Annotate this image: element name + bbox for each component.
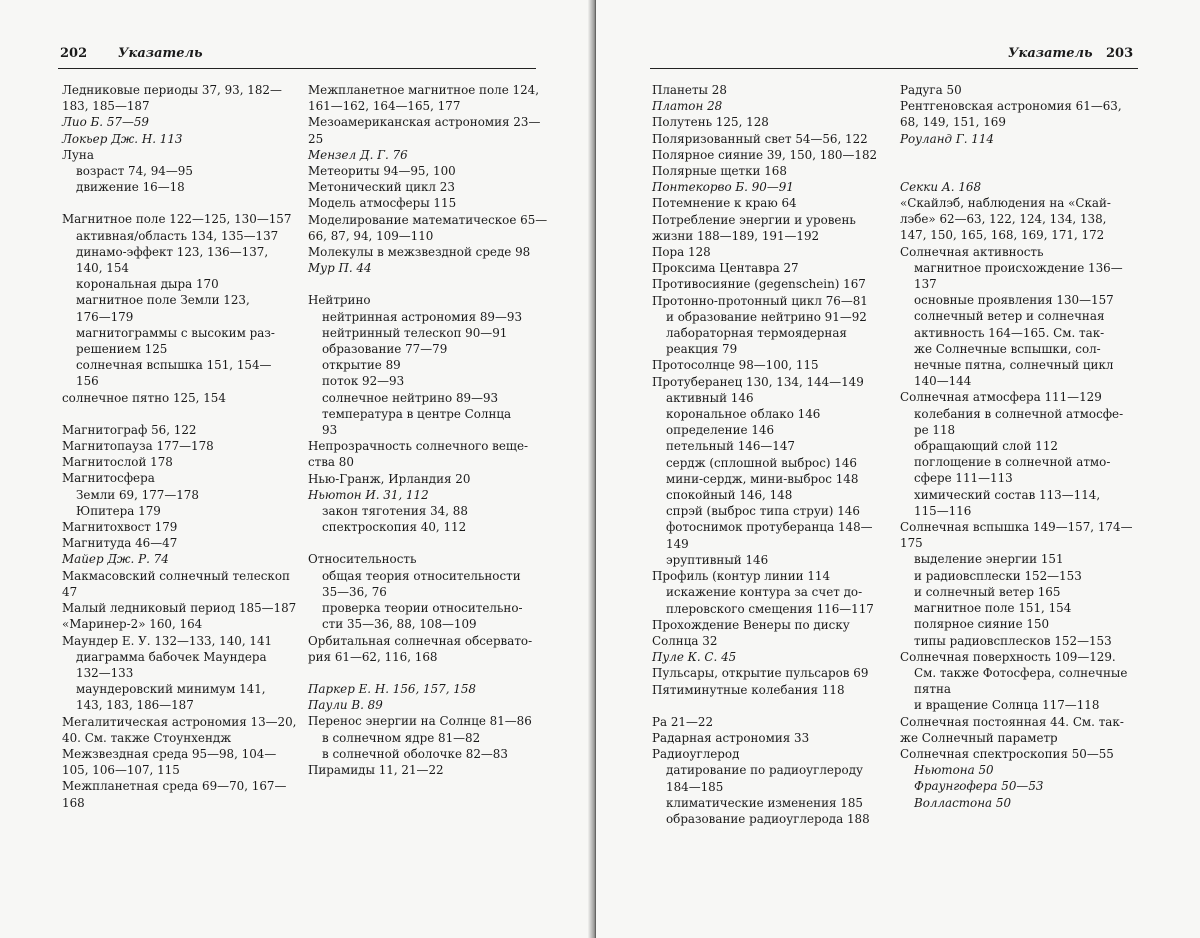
index-entry: поток 92—93 (322, 374, 405, 389)
index-entry: Мегалитическая астрономия 13—20, (62, 714, 297, 729)
index-entry: Ледниковые периоды 37, 93, 182— (62, 83, 282, 97)
index-entry: ства 80 (308, 455, 354, 470)
index-entry: Метеориты 94—95, 100 (308, 164, 456, 179)
index-entry: Магнитохвост 179 (62, 520, 178, 535)
left-header-rule (58, 68, 536, 69)
index-entry: Противосияние (gegenschein) 167 (652, 277, 866, 292)
index-entry: солнечная вспышка 151, 154— (76, 358, 272, 373)
index-entry: и вращение Солнца 117—118 (914, 698, 1100, 713)
index-entry: 176—179 (76, 309, 134, 324)
index-entry: образование 77—79 (322, 342, 448, 357)
index-entry: солнечный ветер и солнечная (914, 309, 1105, 324)
index-entry: колебания в солнечной атмосфе- (914, 406, 1124, 421)
index-entry: Полярное сияние 39, 150, 180—182 (652, 147, 878, 162)
left-index-column-2 (308, 82, 548, 778)
index-entry: 25 (308, 131, 324, 146)
index-entry: активная/область 134, 135—137 (76, 228, 279, 243)
index-entry: Солнечная вспышка 149—157, 174— (900, 520, 1133, 535)
right-running-header: Указатель (1008, 46, 1093, 61)
index-entry: Потребление энергии и уровень (652, 212, 856, 227)
index-entry: Солнца 32 (652, 633, 718, 648)
index-entry: петельный 146—147 (666, 439, 795, 454)
index-entry: Солнечная атмосфера 111—129 (900, 390, 1102, 405)
entry-spacer (62, 406, 294, 422)
index-entry: Пора 128 (652, 245, 711, 260)
index-entry: 137 (914, 277, 937, 292)
index-entry: нейтринная астрономия 89—93 (322, 309, 523, 324)
index-entry: диаграмма бабочек Маундера (76, 649, 267, 664)
index-entry: Ра 21—22 (652, 714, 714, 729)
index-entry: Межзвездная среда 95—98, 104— (62, 746, 277, 761)
index-entry: Солнечная поверхность 109—129. (900, 649, 1116, 664)
index-entry: Солнечная постоянная 44. См. так- (900, 714, 1124, 729)
index-entry: 147, 150, 165, 168, 169, 171, 172 (900, 228, 1105, 243)
index-entry: «Скайлэб, наблюдения на «Скай- (900, 196, 1111, 211)
index-entry: «Маринер-2» 160, 164 (62, 617, 203, 632)
index-entry: активный 146 (666, 390, 754, 405)
index-entry: 115—116 (914, 503, 972, 518)
index-entry: Мур П. 44 (308, 261, 372, 276)
index-entry: Роуланд Г. 114 (900, 131, 994, 146)
index-entry: Нейтрино (308, 293, 371, 308)
entry-spacer (308, 665, 540, 681)
right-header-rule (650, 68, 1138, 69)
index-entry: Лио Б. 57—59 (62, 115, 149, 130)
index-entry: Магнитограф 56, 122 (62, 422, 197, 437)
index-entry: Пятиминутные колебания 118 (652, 682, 845, 697)
entry-spacer (62, 195, 294, 211)
index-entry: проверка теории относительно- (322, 601, 523, 616)
index-entry: См. также Фотосфера, солнечные (914, 665, 1128, 680)
index-entry: фотоснимок протуберанца 148— (666, 520, 873, 535)
left-page-number: 202 (60, 46, 88, 61)
entry-spacer (652, 698, 888, 714)
index-entry: пятна (914, 682, 952, 697)
index-entry: 168 (62, 795, 85, 810)
index-entry: магнитное происхождение 136— (914, 260, 1123, 275)
index-entry: Магнитное поле 122—125, 130—157 (62, 212, 292, 227)
entry-spacer (308, 535, 540, 551)
index-entry: Протосолнце 98—100, 115 (652, 358, 819, 373)
index-entry: Луна (62, 147, 94, 162)
index-entry: Модель атмосферы 115 (308, 196, 457, 211)
index-entry: 66, 87, 94, 109—110 (308, 228, 434, 243)
index-entry: 132—133 (76, 665, 134, 680)
index-entry: закон тяготения 34, 88 (322, 504, 468, 519)
index-entry: 184—185 (666, 779, 724, 794)
index-entry: мини-сердж, мини-выброс 148 (666, 471, 859, 486)
index-entry: Орбитальная солнечная обсервато- (308, 633, 533, 648)
index-entry: Пирамиды 11, 21—22 (308, 762, 444, 777)
index-entry: Мензел Д. Г. 76 (308, 147, 408, 162)
index-entry: Метонический цикл 23 (308, 180, 455, 195)
right-page-number: 203 (1106, 46, 1134, 61)
index-entry: определение 146 (666, 423, 775, 438)
index-entry: же Солнечный параметр (900, 730, 1058, 745)
index-entry: Пуле К. С. 45 (652, 650, 737, 665)
index-entry: ре 118 (914, 422, 956, 437)
index-entry: Секки А. 168 (900, 179, 982, 194)
index-entry: Профиль (контур линии 114 (652, 569, 831, 584)
index-entry: 161—162, 164—165, 177 (308, 99, 461, 114)
entry-spacer (308, 276, 540, 292)
index-entry: же Солнечные вспышки, сол- (914, 341, 1101, 356)
index-entry: Паули В. 89 (308, 698, 383, 713)
index-entry: Межпланетная среда 69—70, 167— (62, 779, 287, 794)
index-entry: нейтринный телескоп 90—91 (322, 325, 508, 340)
index-entry: 143, 183, 186—187 (76, 698, 194, 713)
right-index-column-1 (652, 82, 888, 827)
index-entry: сердж (сплошной выброс) 146 (666, 455, 857, 470)
index-entry: Моделирование математическое 65— (308, 212, 548, 227)
index-entry: Магнитосфера (62, 471, 155, 486)
index-entry: спектроскопия 40, 112 (322, 520, 467, 535)
index-entry: поглощение в солнечной атмо- (914, 455, 1111, 470)
index-entry: динамо-эффект 123, 136—137, (76, 244, 269, 259)
index-entry: Непрозрачность солнечного веще- (308, 439, 529, 454)
index-entry: корональное облако 146 (666, 407, 821, 422)
index-entry: общая теория относительности (322, 568, 521, 583)
index-entry: температура в центре Солнца (322, 406, 512, 421)
index-entry: Паркер Е. Н. 156, 157, 158 (308, 681, 476, 696)
index-entry: и образование нейтрино 91—92 (666, 309, 867, 324)
index-entry: Маундер Е. У. 132—133, 140, 141 (62, 633, 273, 648)
right-page (596, 0, 1200, 938)
index-entry: активность 164—165. См. так- (914, 325, 1105, 340)
index-entry: Земли 69, 177—178 (76, 487, 199, 502)
index-entry: Магнитуда 46—47 (62, 536, 178, 551)
index-entry: датирование по радиоуглероду (666, 763, 864, 778)
index-entry: и солнечный ветер 165 (914, 584, 1061, 599)
index-entry: 183, 185—187 (62, 99, 150, 114)
index-entry: 68, 149, 151, 169 (900, 115, 1006, 130)
index-entry: Макмасовский солнечный телескоп (62, 568, 290, 583)
index-entry: реакция 79 (666, 342, 738, 357)
index-entry: полярное сияние 150 (914, 617, 1050, 632)
index-entry: Майер Дж. Р. 74 (62, 552, 169, 567)
entry-spacer (900, 147, 1136, 163)
index-entry: плеровского смещения 116—117 (666, 601, 874, 616)
index-entry: Потемнение к краю 64 (652, 196, 797, 211)
index-entry: возраст 74, 94—95 (76, 164, 193, 179)
index-entry: Мезоамериканская астрономия 23— (308, 115, 541, 130)
index-entry: открытие 89 (322, 358, 401, 373)
index-entry: Молекулы в межзвездной среде 98 (308, 245, 531, 260)
index-entry: Малый ледниковый период 185—187 (62, 601, 297, 616)
index-entry: искажение контура за счет до- (666, 585, 863, 600)
index-entry: спокойный 146, 148 (666, 488, 793, 503)
index-entry: солнечное пятно 125, 154 (62, 390, 226, 405)
index-entry: 156 (76, 374, 99, 389)
index-entry: Волластона 50 (914, 795, 1012, 810)
index-entry: Протуберанец 130, 134, 144—149 (652, 374, 864, 389)
index-entry: движение 16—18 (76, 180, 185, 195)
index-entry: Нью-Гранж, Ирландия 20 (308, 471, 471, 486)
index-entry: Радуга 50 (900, 83, 962, 97)
index-entry: климатические изменения 185 (666, 795, 863, 810)
index-entry: Понтекорво Б. 90—91 (652, 180, 794, 195)
index-entry: 140—144 (914, 374, 972, 389)
index-entry: Полутень 125, 128 (652, 115, 769, 130)
index-entry: Полярные щетки 168 (652, 164, 787, 179)
index-entry: 35—36, 76 (322, 584, 387, 599)
index-entry: магнитное поле Земли 123, (76, 293, 250, 308)
index-entry: магнитное поле 151, 154 (914, 601, 1072, 616)
index-entry: 105, 106—107, 115 (62, 763, 180, 778)
index-entry: Солнечная активность (900, 244, 1044, 259)
index-entry: Юпитера 179 (76, 503, 161, 518)
index-entry: Относительность (308, 552, 417, 567)
index-entry: сфере 111—113 (914, 471, 1013, 486)
index-entry: 93 (322, 423, 338, 438)
index-entry: Прохождение Венеры по диску (652, 617, 850, 632)
index-entry: Солнечная спектроскопия 50—55 (900, 746, 1114, 761)
index-entry: в солнечном ядре 81—82 (322, 730, 481, 745)
index-entry: Протонно-протонный цикл 76—81 (652, 293, 868, 308)
index-entry: спрэй (выброс типа струи) 146 (666, 504, 860, 519)
index-entry: 149 (666, 536, 689, 551)
index-entry: основные проявления 130—157 (914, 293, 1114, 308)
left-page (0, 0, 594, 938)
index-entry: в солнечной оболочке 82—83 (322, 746, 508, 761)
index-entry: Поляризованный свет 54—56, 122 (652, 131, 868, 146)
index-entry: Магнитопауза 177—178 (62, 439, 214, 454)
right-index-column-2 (900, 82, 1136, 811)
index-entry: Ньютон И. 31, 112 (308, 487, 429, 502)
index-entry: Межпланетное магнитное поле 124, (308, 83, 539, 97)
index-entry: магнитограммы с высоким раз- (76, 325, 275, 340)
index-entry: жизни 188—189, 191—192 (652, 228, 820, 243)
index-entry: 40. См. также Стоунхендж (62, 730, 232, 745)
index-entry: Радиоуглерод (652, 747, 740, 762)
index-entry: 175 (900, 536, 923, 551)
index-entry: решением 125 (76, 342, 168, 357)
entry-spacer (900, 163, 1136, 179)
index-entry: Платон 28 (652, 99, 723, 114)
index-entry: Ньютона 50 (914, 763, 994, 778)
index-entry: Магнитослой 178 (62, 455, 173, 470)
index-entry: 140, 154 (76, 261, 129, 276)
index-entry: Рентгеновская астрономия 61—63, (900, 99, 1122, 114)
index-entry: сти 35—36, 88, 108—109 (322, 617, 477, 632)
index-entry: Проксима Центавра 27 (652, 261, 799, 276)
index-entry: лэбе» 62—63, 122, 124, 134, 138, (900, 212, 1107, 227)
index-entry: Пульсары, открытие пульсаров 69 (652, 666, 869, 681)
index-entry: нечные пятна, солнечный цикл (914, 358, 1114, 373)
index-entry: маундеровский минимум 141, (76, 682, 266, 697)
index-entry: типы радиовсплесков 152—153 (914, 633, 1112, 648)
index-entry: лабораторная термоядерная (666, 326, 847, 341)
index-entry: выделение энергии 151 (914, 552, 1064, 567)
index-entry: Планеты 28 (652, 83, 727, 97)
left-index-column-1 (62, 82, 297, 811)
left-running-header: Указатель (118, 46, 203, 61)
index-entry: Радарная астрономия 33 (652, 730, 810, 745)
index-entry: рия 61—62, 116, 168 (308, 649, 438, 664)
index-entry: обращающий слой 112 (914, 439, 1058, 454)
index-entry: корональная дыра 170 (76, 277, 219, 292)
index-entry: образование радиоуглерода 188 (666, 811, 870, 826)
index-entry: и радиовсплески 152—153 (914, 568, 1082, 583)
index-entry: Перенос энергии на Солнце 81—86 (308, 714, 532, 729)
index-entry: эруптивный 146 (666, 552, 769, 567)
index-entry: солнечное нейтрино 89—93 (322, 390, 499, 405)
index-entry: химический состав 113—114, (914, 487, 1101, 502)
index-entry: Фраунгофера 50—53 (914, 779, 1044, 794)
index-entry: Локьер Дж. Н. 113 (62, 131, 183, 146)
index-entry: 47 (62, 584, 78, 599)
